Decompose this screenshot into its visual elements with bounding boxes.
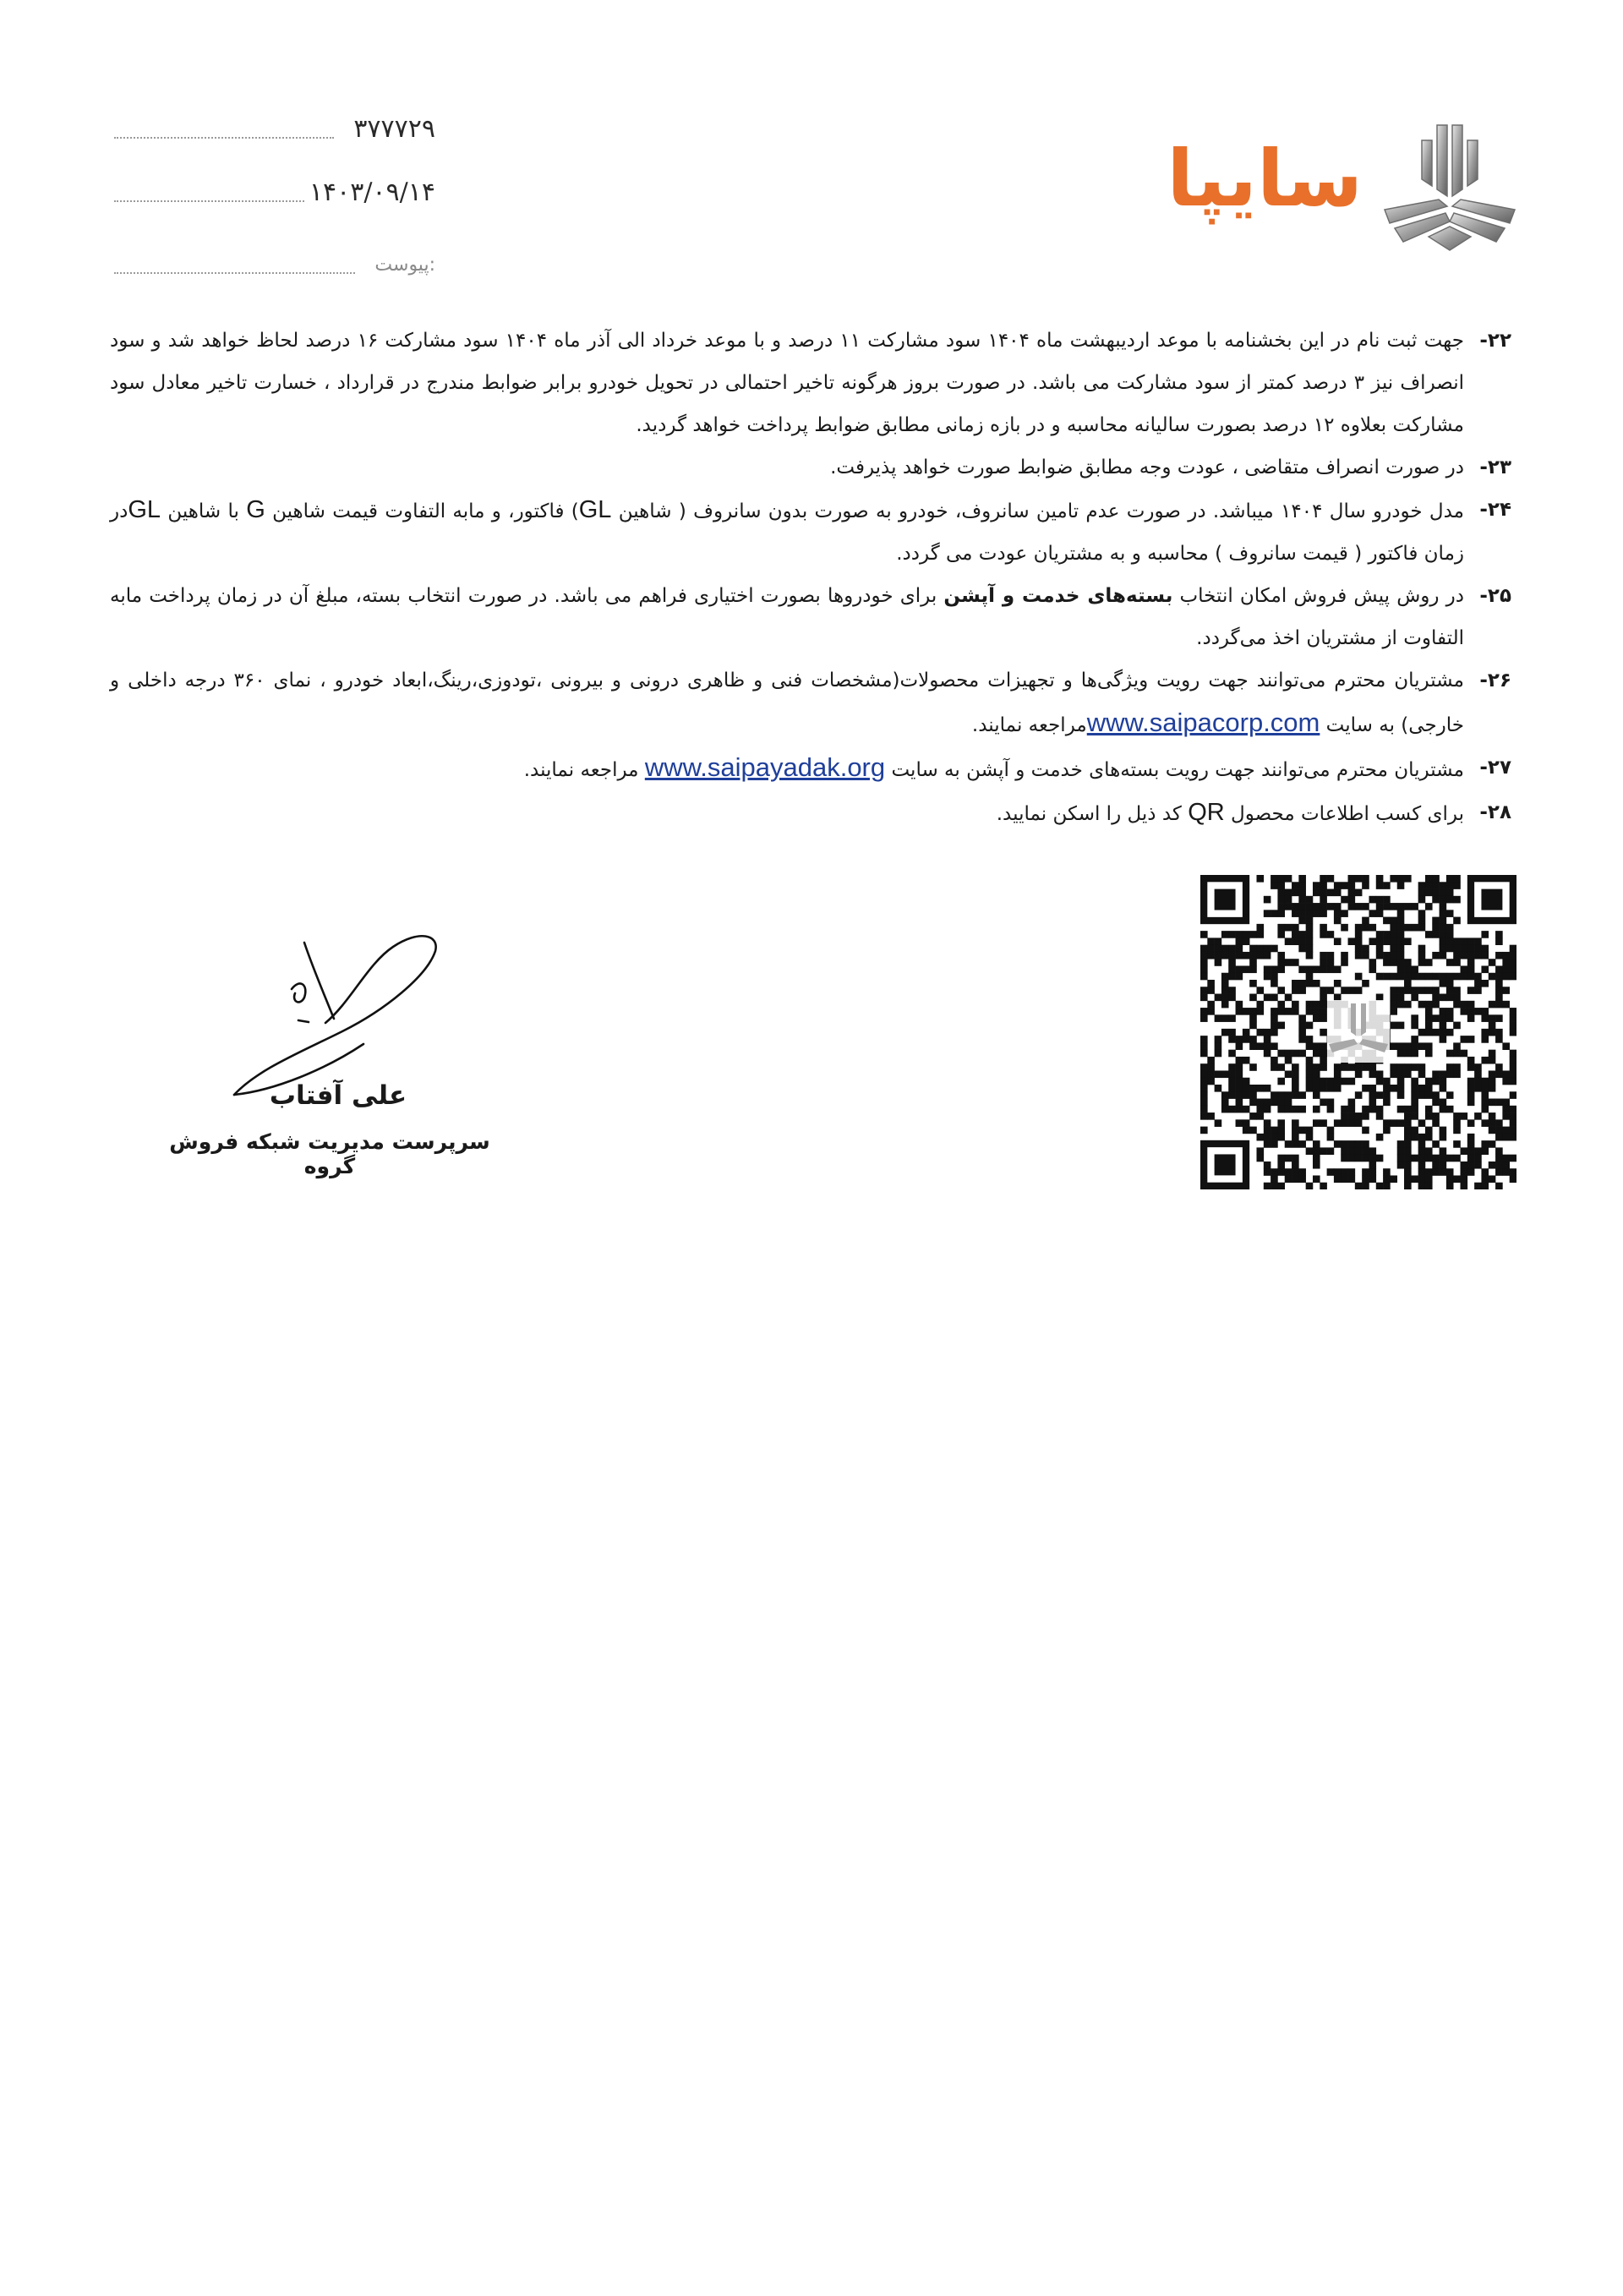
clause-24 [110,489,1511,575]
clause-text: با شاهین [161,500,247,522]
clause-22 [110,320,1511,446]
clause-number: ۲۲- [1479,330,1511,352]
clause-text: برای کسب اطلاعات محصول [1224,803,1464,825]
logo-text: سایپا [1167,134,1363,224]
qr-term: QR [1188,799,1225,826]
model-gl: GL [128,496,161,523]
clause-number: ۲۶- [1479,670,1511,692]
clause-text: مدل خودرو سال ۱۴۰۴ میباشد. در صورت عدم تامین سانروف، خودرو به صورت بدون سانروف ( شاهین [611,500,1464,522]
clause-number: ۲۳- [1479,456,1511,478]
clause-23 [110,446,1511,489]
clause-text: در زمان فاکتور ( قیمت سانروف ) محاسبه و به مشتریان عودت می گردد. [110,500,1464,565]
saipa-logo-icon [1378,118,1522,254]
document-body [110,320,1511,835]
clause-text: مراجعه نمایند. [971,714,1087,736]
signer-title: سرپرست مدیریت شبکه فروش گروه [169,1129,490,1178]
qr-code-icon[interactable] [1200,875,1516,1189]
attachment-row [114,245,435,279]
clause-emphasis: بسته‌های خدمت و آپشن [943,585,1173,607]
letter-date: ۱۴۰۳/۰۹/۱۴ [304,178,435,207]
clause-text: جهت ثبت نام در این بخشنامه با موعد اردیبهشت ماه ۱۴۰۴ سود مشارکت ۱۱ درصد و با موعد خرداد الی آذر ماه ۱۴۰۴ سود مشارکت ۱۶ درصد لحاظ خواهد شد و سود انصراف نیز ۳ درصد کمتر از سود مشارکت می باشد. در صورت بروز هرگونه تاخیر احتمالی در تحویل خودرو برابر ضوابط مندرج در قرارداد ، خسارت تاخیر معادل سود مشارکت بعلاوه ۱۲ درصد بصورت سالیانه محاسبه و در بازه زمانی مطابق ضوابط پرداخت خواهد گردید. [110,330,1464,436]
dotted-line [114,137,334,139]
letter-number-row [114,110,435,144]
clause-text: برای خودروها بصورت اختیاری فراهم می باشد. در صورت انتخاب بسته، مبلغ آن در زمان پرداخت مابه التفاوت از مشتریان اخذ می‌گردد. [110,585,1464,649]
clause-text: در روش پیش فروش امکان انتخاب [1172,585,1464,607]
clause-number: ۲۵- [1479,585,1511,607]
clause-25 [110,575,1511,659]
dotted-line [114,272,355,274]
clause-text: کد ذیل را اسکن نمایید. [996,803,1189,825]
clause-26 [110,659,1511,746]
clause-text: مشتریان محترم می‌توانند جهت رویت ویژگی‌ها و تجهیزات محصولات(مشخصات فنی و ظاهری درونی و بیرونی ،تودوزی،رینگ،ابعاد خودرو ، نمای ۳۶۰ درجه داخلی و خارجی) به سایت [110,670,1465,736]
saipa-logo [1167,118,1522,254]
saipacorp-link[interactable]: www.saipacorp.com [1086,708,1320,737]
clause-28 [110,791,1511,835]
letter-date-row [114,173,435,207]
model-gl: GL [578,496,612,523]
saipayadak-link[interactable]: www.saipayadak.org [644,752,886,782]
clause-text: مراجعه نمایند. [523,759,645,781]
clause-number: ۲۷- [1479,757,1511,779]
clause-text: ) فاکتور، و مابه التفاوت قیمت شاهین [265,500,579,522]
handwritten-signature [224,926,444,1103]
attachment-label: پیوست: [374,254,435,276]
clause-text: در صورت انصراف متقاضی ، عودت وجه مطابق ضوابط صورت خواهد پذیرفت. [830,456,1464,478]
letter-number: ۳۷۷۷۲۹ [348,114,435,144]
model-g: G [246,496,265,523]
signer-name: علی آفتاب [269,1080,407,1111]
dotted-line [114,200,334,202]
clause-text: مشتریان محترم می‌توانند جهت رویت بسته‌های خدمت و آپشن به سایت [885,759,1464,781]
clause-number: ۲۸- [1479,801,1511,823]
clause-27 [110,746,1511,791]
clause-number: ۲۴- [1479,499,1511,521]
